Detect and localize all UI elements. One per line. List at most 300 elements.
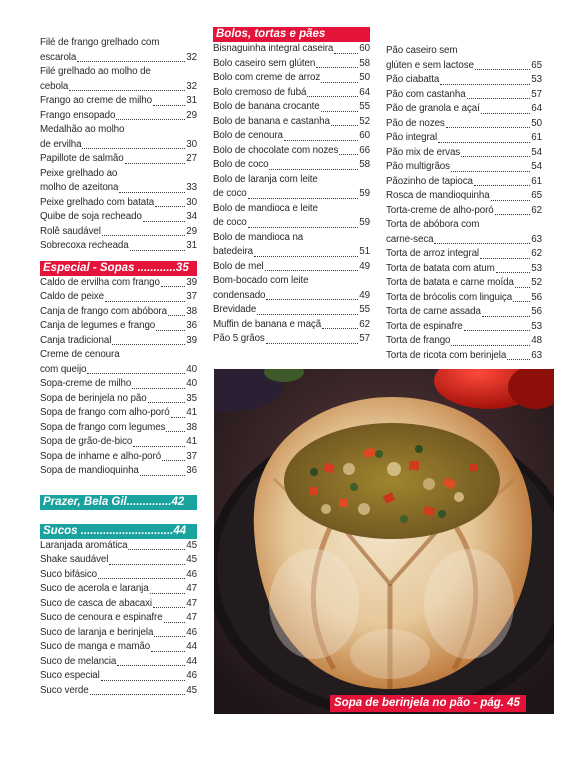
dot-leader (515, 287, 530, 288)
entry-title-last-line (40, 138, 197, 153)
entry-title-last-line (40, 305, 197, 320)
entry-title: carne-seca (386, 233, 434, 245)
dot-leader (82, 148, 185, 149)
index-entry (40, 377, 197, 392)
entry-title: Peixe grelhado com batata (40, 196, 155, 208)
dot-leader (143, 221, 185, 222)
index-entry (40, 597, 197, 612)
dot-leader (331, 125, 359, 126)
dot-leader (321, 111, 359, 112)
entry-title-last-line (386, 276, 542, 291)
entry-title-last-line (40, 626, 197, 641)
entry-title: Canja de frango com abóbora (40, 305, 167, 317)
index-column-3 (386, 44, 542, 363)
page-number: 61 (531, 132, 542, 143)
index-entry (386, 117, 542, 132)
page-number: 37 (186, 450, 197, 462)
entry-title-last-line (386, 349, 542, 364)
entry-title-last-line (40, 568, 197, 583)
entry-title-last-line (386, 189, 542, 204)
page-number: 49 (359, 289, 370, 301)
section-header-sucos: Sucos .............................44 (40, 524, 197, 539)
entry-title: Pão mix de ervas (386, 146, 461, 158)
index-entry (213, 42, 370, 57)
index-entry (213, 231, 370, 260)
page-number: 38 (186, 305, 197, 317)
dot-leader (87, 373, 185, 374)
index-entry (40, 152, 197, 167)
entry-title: glúten e sem lactose (386, 59, 474, 71)
entry-title-last-line (40, 319, 197, 334)
page-number: 48 (531, 335, 542, 346)
index-entry (386, 305, 542, 320)
dot-leader (269, 169, 358, 170)
entry-title-last-line (386, 204, 542, 219)
entry-title: escarola (40, 51, 77, 63)
index-entry (386, 262, 542, 277)
entry-title: Muffin de banana e maçã (213, 318, 322, 330)
dot-leader (101, 680, 186, 681)
dot-leader (133, 446, 185, 447)
entry-title-last-line (40, 655, 197, 670)
entry-title: Bolo de banana e castanha (213, 115, 330, 127)
entry-title-last-line (213, 303, 370, 318)
entry-title-last-line (40, 276, 197, 291)
dot-leader (266, 343, 359, 344)
index-entry (386, 88, 542, 103)
page-number: 63 (531, 233, 542, 245)
index-entry (40, 640, 197, 655)
page-number: 46 (186, 568, 197, 580)
page-number: 30 (186, 138, 197, 150)
entry-title: Pão com castanha (386, 88, 466, 100)
entry-title-last-line (386, 73, 542, 88)
dot-leader (451, 171, 530, 172)
index-entry (213, 318, 370, 333)
entry-title-last-line (213, 86, 370, 101)
entry-title-last-line (386, 291, 542, 306)
entry-title: Torta de espinafre (386, 320, 463, 332)
entry-title: Pão integral (386, 132, 438, 143)
entry-title-last-line (386, 117, 542, 132)
index-entry (213, 303, 370, 318)
page-number: 54 (531, 161, 542, 172)
entry-title-line: Filé grelhado ao molho de (40, 66, 151, 77)
entry-title-last-line (40, 669, 197, 684)
entry-title: Canja de legumes e frango (40, 320, 156, 331)
dot-leader (90, 694, 186, 695)
page-number: 33 (186, 182, 197, 193)
entry-title: Bolo cremoso de fubá (213, 86, 307, 98)
section-header-bolos: Bolos, tortas e pães (213, 27, 370, 42)
dot-leader (112, 344, 185, 345)
entry-title-last-line (213, 289, 370, 304)
entry-title: Suco de manga e mamão (40, 641, 151, 652)
entry-title: Bolo de mel (213, 260, 264, 272)
page-number: 60 (359, 43, 370, 54)
index-entry (213, 86, 370, 101)
entry-title: Pãozinho de tapioca (386, 175, 473, 187)
page-number: 60 (359, 130, 370, 141)
entry-title: Canja tradicional (40, 334, 112, 346)
entry-title-last-line (40, 450, 197, 465)
dot-leader (339, 154, 358, 155)
index-entry (213, 274, 370, 303)
dot-leader (467, 98, 531, 99)
dot-leader (496, 272, 531, 273)
entry-title: Suco especial (40, 670, 100, 681)
dot-leader (265, 270, 359, 271)
entries-list (40, 276, 197, 479)
entry-title-last-line (40, 392, 197, 407)
page-number: 62 (359, 318, 370, 330)
index-entry (40, 65, 197, 94)
dot-leader (257, 314, 358, 315)
entry-title-last-line (40, 435, 197, 450)
entry-title: Suco de cenoura e espinafre (40, 612, 163, 623)
dot-leader (307, 96, 358, 97)
entry-title-last-line (40, 464, 197, 479)
page-number: 50 (531, 117, 542, 129)
entry-title: de coco (213, 188, 247, 199)
entry-title-last-line (213, 42, 370, 57)
index-entry (40, 334, 197, 349)
index-entry (386, 320, 542, 335)
page-number: 66 (359, 144, 370, 156)
entry-title-last-line (213, 245, 370, 260)
page-number: 49 (359, 260, 370, 272)
dot-leader (284, 140, 358, 141)
dot-leader (440, 84, 530, 85)
page-number: 40 (186, 378, 197, 389)
entry-title-last-line (386, 320, 542, 335)
entry-title: Pão de nozes (386, 117, 445, 129)
entry-title-last-line (40, 210, 197, 225)
page-number: 55 (359, 101, 370, 112)
entry-title: Bisnaguinha integral caseira (213, 43, 334, 54)
entry-title: Frango ensopado (40, 109, 116, 121)
index-entry (386, 175, 542, 190)
dot-leader (434, 243, 530, 244)
dot-leader (464, 330, 531, 331)
index-entry (40, 539, 197, 554)
index-entry (213, 260, 370, 275)
page-number: 37 (186, 291, 197, 302)
entry-title: Torta de carne assada (386, 306, 481, 317)
page-number: 29 (186, 109, 197, 121)
entry-title-last-line (386, 88, 542, 103)
entry-title-last-line (386, 262, 542, 277)
entry-title-last-line (213, 129, 370, 144)
index-entry (40, 450, 197, 465)
index-entry (386, 218, 542, 247)
dot-leader (116, 119, 185, 120)
entry-title: Sopa de grão-de-bico (40, 436, 133, 447)
page-number: 61 (531, 175, 542, 187)
dot-leader (481, 113, 531, 114)
dot-leader (153, 607, 185, 608)
dot-leader (248, 227, 359, 228)
dot-leader (69, 90, 185, 91)
dot-leader (254, 256, 358, 257)
page-number: 45 (186, 684, 197, 696)
dot-leader (77, 61, 185, 62)
entry-title-last-line (386, 334, 542, 349)
page-number: 39 (186, 334, 197, 346)
entry-title-line: Creme de cenoura (40, 349, 120, 360)
page-number: 47 (186, 597, 197, 609)
entry-title-last-line (40, 290, 197, 305)
page-number: 46 (186, 670, 197, 681)
entry-title-last-line (386, 233, 542, 248)
index-entry (213, 129, 370, 144)
page-number: 38 (186, 421, 197, 433)
entry-title: Rosca de mandioquinha (386, 190, 490, 201)
page-number: 63 (531, 349, 542, 361)
entry-title-last-line (386, 102, 542, 117)
index-entry (213, 332, 370, 347)
entry-title-last-line (40, 582, 197, 597)
index-entry (40, 568, 197, 583)
index-entry (40, 626, 197, 641)
index-entry (40, 684, 197, 699)
page-number: 59 (359, 188, 370, 199)
page-number: 53 (531, 320, 542, 332)
entry-title: Suco de casca de abacaxi (40, 597, 152, 609)
dot-leader (316, 67, 358, 68)
index-entry (40, 290, 197, 305)
page-number: 62 (531, 204, 542, 216)
index-entry (213, 71, 370, 86)
entry-title: de ervilha (40, 138, 82, 150)
entry-title: Sobrecoxa recheada (40, 240, 129, 251)
entry-title: Bolo de coco (213, 159, 269, 170)
entry-title: Rolê saudável (40, 225, 101, 237)
index-entry (40, 553, 197, 568)
entry-title: Torta de batata com atum (386, 262, 495, 274)
entry-title: Torta de batata e carne moída (386, 277, 514, 288)
entry-title: condensado (213, 289, 266, 301)
dot-leader (98, 578, 185, 579)
entry-title: Pão multigrãos (386, 161, 450, 172)
index-entry (386, 102, 542, 117)
page-number: 34 (186, 211, 197, 222)
page-number: 31 (186, 240, 197, 251)
dot-leader (148, 402, 186, 403)
page-number: 35 (186, 392, 197, 404)
dot-leader (150, 593, 186, 594)
entry-title: Bolo de cenoura (213, 130, 283, 141)
page-number: 56 (531, 306, 542, 317)
entry-title-last-line (213, 187, 370, 202)
section-header-sopas: Especial - Sopas ............35 (40, 261, 197, 276)
entry-title: Suco de laranja e berinjela (40, 626, 154, 638)
entry-title-last-line (213, 216, 370, 231)
entry-title-last-line (40, 597, 197, 612)
entry-title-line: Bolo de laranja com leite (213, 173, 318, 185)
page-number: 41 (186, 407, 197, 418)
entry-title-last-line (213, 318, 370, 333)
index-entry (40, 319, 197, 334)
page-number: 57 (531, 88, 542, 100)
index-entry (386, 204, 542, 219)
entry-title-last-line (213, 115, 370, 130)
page-number: 29 (186, 225, 197, 237)
dot-leader (451, 345, 530, 346)
entry-title: Papillote de salmão (40, 153, 124, 164)
dot-leader (171, 417, 186, 418)
dot-leader (153, 105, 185, 106)
entry-title-last-line (386, 146, 542, 161)
entry-title: Suco de acerola e laranja (40, 583, 149, 594)
page-number: 52 (531, 277, 542, 288)
index-entry (386, 73, 542, 88)
entry-title: Sopa de mandioquinha (40, 465, 139, 476)
index-column-1 (40, 36, 197, 698)
page-number: 55 (359, 304, 370, 315)
dot-leader (168, 315, 185, 316)
entry-title: Suco de melancia (40, 655, 117, 667)
entry-title-last-line (213, 100, 370, 115)
entry-title: Suco bifásico (40, 568, 97, 580)
entry-title-line: Bolo de mandioca e leite (213, 202, 318, 214)
entry-title-last-line (40, 406, 197, 421)
entry-title: Bolo com creme de arroz (213, 72, 321, 83)
entry-title-last-line (40, 80, 197, 95)
entry-title-last-line (40, 363, 197, 378)
dot-leader (480, 258, 530, 259)
entry-title-last-line (40, 611, 197, 626)
entries-list (40, 539, 197, 699)
dot-leader (140, 475, 186, 476)
entry-title-last-line (40, 225, 197, 240)
entry-title: Sopa de berinjela no pão (40, 392, 147, 404)
index-entry (40, 196, 197, 211)
page-number: 36 (186, 320, 197, 331)
entry-title: Pão ciabatta (386, 74, 440, 85)
page-number: 56 (531, 291, 542, 303)
page-number: 53 (531, 262, 542, 274)
page-number: 59 (359, 217, 370, 228)
entry-title-last-line (213, 260, 370, 275)
page-number: 51 (359, 246, 370, 257)
entry-title: de coco (213, 217, 247, 228)
dot-leader (474, 185, 530, 186)
index-entry (40, 36, 197, 65)
dot-leader (321, 82, 358, 83)
dot-leader (513, 301, 530, 302)
page-number: 45 (186, 554, 197, 565)
entry-title: Laranjada aromática (40, 539, 128, 551)
index-entry (40, 305, 197, 320)
entries-list (213, 42, 370, 347)
index-entry (40, 655, 197, 670)
index-entry (213, 158, 370, 173)
page-number: 54 (531, 146, 542, 158)
index-entry (386, 146, 542, 161)
index-entry (386, 44, 542, 73)
dot-leader (109, 564, 185, 565)
dot-leader (162, 460, 185, 461)
page-number: 36 (186, 465, 197, 476)
entry-title-last-line (40, 553, 197, 568)
page-number: 46 (186, 626, 197, 638)
index-entry (213, 144, 370, 159)
entry-title: Torta de frango (386, 335, 451, 346)
page-number: 65 (531, 59, 542, 71)
dot-leader (334, 53, 358, 54)
index-entry (386, 334, 542, 349)
entry-title-last-line (386, 305, 542, 320)
index-entry (40, 225, 197, 240)
index-entry (386, 189, 542, 204)
page-number: 40 (186, 363, 197, 375)
page-number: 44 (186, 655, 197, 667)
index-entry (40, 167, 197, 196)
index-entry (386, 131, 542, 146)
bread-bowl-soup-photo (214, 369, 554, 714)
page-number: 52 (359, 115, 370, 127)
index-entry (40, 348, 197, 377)
entry-title: Caldo de peixe (40, 291, 104, 302)
dot-leader (161, 286, 185, 287)
dot-leader (495, 214, 531, 215)
index-entry (40, 435, 197, 450)
index-entry (386, 349, 542, 364)
page-number: 58 (359, 57, 370, 69)
page-number: 57 (359, 333, 370, 344)
index-entry (386, 160, 542, 175)
dot-leader (482, 316, 530, 317)
index-entry (213, 115, 370, 130)
dot-leader (102, 235, 186, 236)
index-column-2 (213, 27, 370, 347)
dot-leader (461, 156, 530, 157)
index-entry (40, 669, 197, 684)
index-entry (386, 247, 542, 262)
entry-title: Sopa de frango com legumes (40, 421, 166, 433)
entry-title: Suco verde (40, 684, 89, 696)
entry-title: com queijo (40, 363, 87, 375)
dot-leader (164, 622, 186, 623)
index-entry (40, 611, 197, 626)
dot-leader (128, 549, 185, 550)
entry-title: Torta-creme de alho-poró (386, 204, 494, 216)
entry-title: Frango ao creme de milho (40, 95, 152, 106)
index-entry (40, 464, 197, 479)
entry-title: Shake saudável (40, 554, 109, 565)
entry-title: molho de azeitona (40, 182, 119, 193)
entry-title-last-line (386, 247, 542, 262)
entry-title-last-line (40, 196, 197, 211)
entry-title-last-line (40, 377, 197, 392)
entry-title-line: Bolo de mandioca na (213, 231, 304, 243)
entry-title: Sopa-creme de milho (40, 378, 132, 389)
page-number: 58 (359, 159, 370, 170)
dot-leader (156, 330, 185, 331)
dot-leader (105, 301, 185, 302)
page-number: 41 (186, 436, 197, 447)
entry-title-line: Medalhão ao molho (40, 124, 125, 135)
entry-title-last-line (213, 332, 370, 347)
index-entry (40, 109, 197, 124)
section-header-prazer: Prazer, Bela Gil..............42 (40, 495, 197, 510)
entry-title-line: Bom-bocado com leite (213, 275, 309, 286)
index-entry (40, 392, 197, 407)
page-number: 30 (186, 196, 197, 208)
index-entry (40, 406, 197, 421)
photo-caption: Sopa de berinjela no pão - pág. 45 (330, 695, 526, 712)
